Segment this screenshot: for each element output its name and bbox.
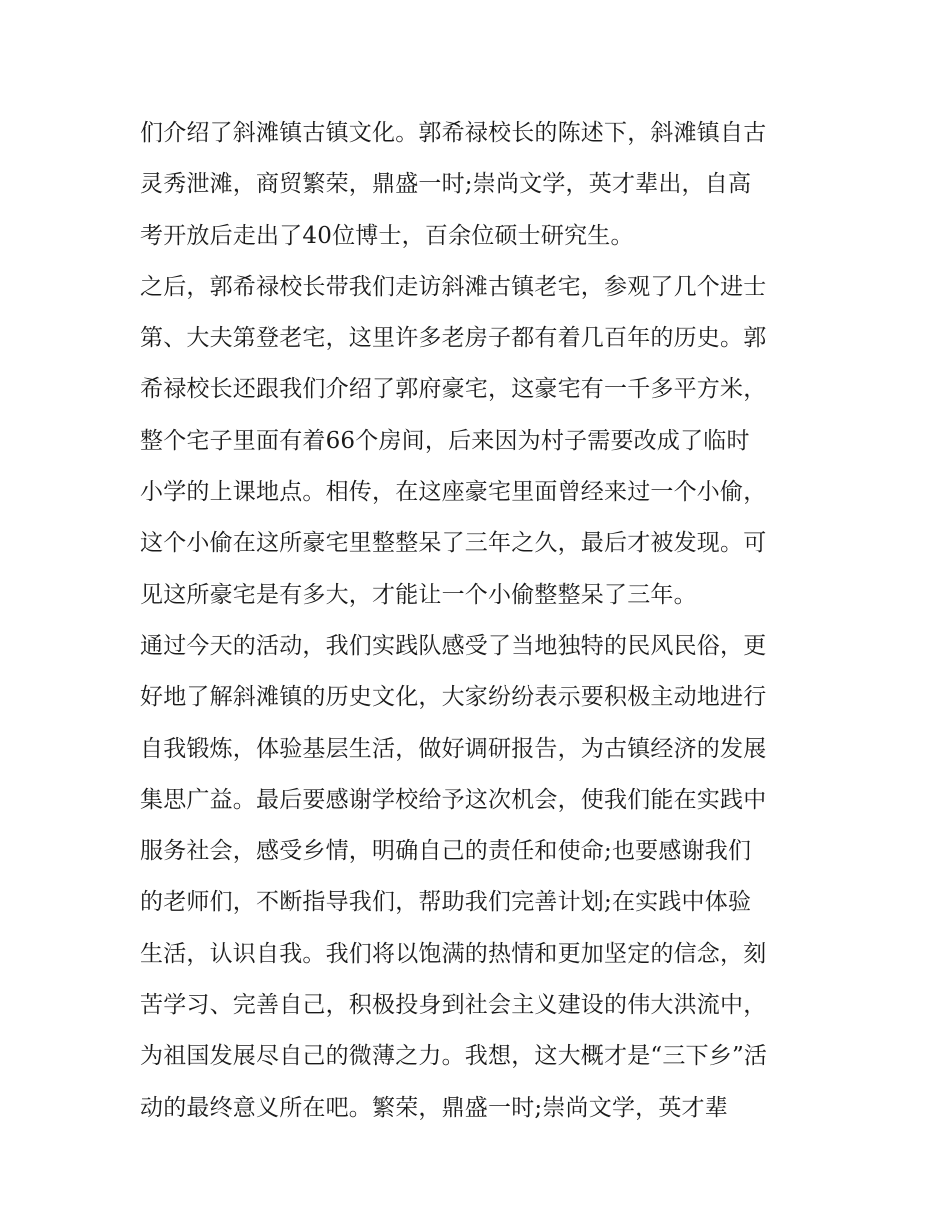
text-line: 整个宅子里面有着66个房间，后来因为村子需要改成了临时 — [140, 427, 750, 454]
text-line: 考开放后走出了40位博士，百余位硕士研究生。 — [140, 222, 634, 249]
text-line: 第、大夫第登老宅，这里许多老房子都有着几百年的历史。郭 — [140, 325, 767, 352]
text-line: 希禄校长还跟我们介绍了郭府豪宅，这豪宅有一千多平方米， — [140, 376, 767, 403]
text-line: 见这所豪宅是有多大，才能让一个小偷整整呆了三年。 — [140, 581, 697, 608]
text-line: 通过今天的活动，我们实践队感受了当地独特的民风民俗，更 — [140, 632, 767, 659]
text-line: 生活，认识自我。我们将以饱满的热情和更加坚定的信念，刻 — [140, 940, 767, 967]
body-text — [140, 108, 820, 1134]
text-line: 的老师们，不断指导我们，帮助我们完善计划;在实践中体验 — [140, 889, 752, 916]
text-line: 们介绍了斜滩镇古镇文化。郭希禄校长的陈述下，斜滩镇自古 — [140, 120, 767, 146]
text-line: 灵秀泄滩，商贸繁荣，鼎盛一时;崇尚文学，英才辈出，自高 — [140, 171, 752, 198]
text-line: 服务社会，感受乡情，明确自己的责任和使命;也要感谢我们 — [140, 838, 752, 865]
text-line: 为祖国发展尽自己的微薄之力。我想，这大概才是“三下乡”活 — [140, 1043, 768, 1070]
text-line: 自我锻炼，体验基层生活，做好调研报告，为古镇经济的发展 — [140, 735, 767, 762]
text-line: 之后，郭希禄校长带我们走访斜滩古镇老宅，参观了几个进士 — [140, 273, 767, 300]
text-line: 小学的上课地点。相传，在这座豪宅里面曾经来过一个小偷， — [140, 479, 767, 506]
text-line: 动的最终意义所在吧。繁荣，鼎盛一时;崇尚文学，英才辈 — [140, 1094, 728, 1121]
text-line: 集思广益。最后要感谢学校给予这次机会，使我们能在实践中 — [140, 786, 767, 813]
text-line: 苦学习、完善自己，积极投身到社会主义建设的伟大洪流中， — [140, 992, 767, 1019]
text-line: 这个小偷在这所豪宅里整整呆了三年之久，最后才被发现。可 — [140, 530, 767, 557]
text-line: 好地了解斜滩镇的历史文化，大家纷纷表示要积极主动地进行 — [140, 684, 767, 711]
